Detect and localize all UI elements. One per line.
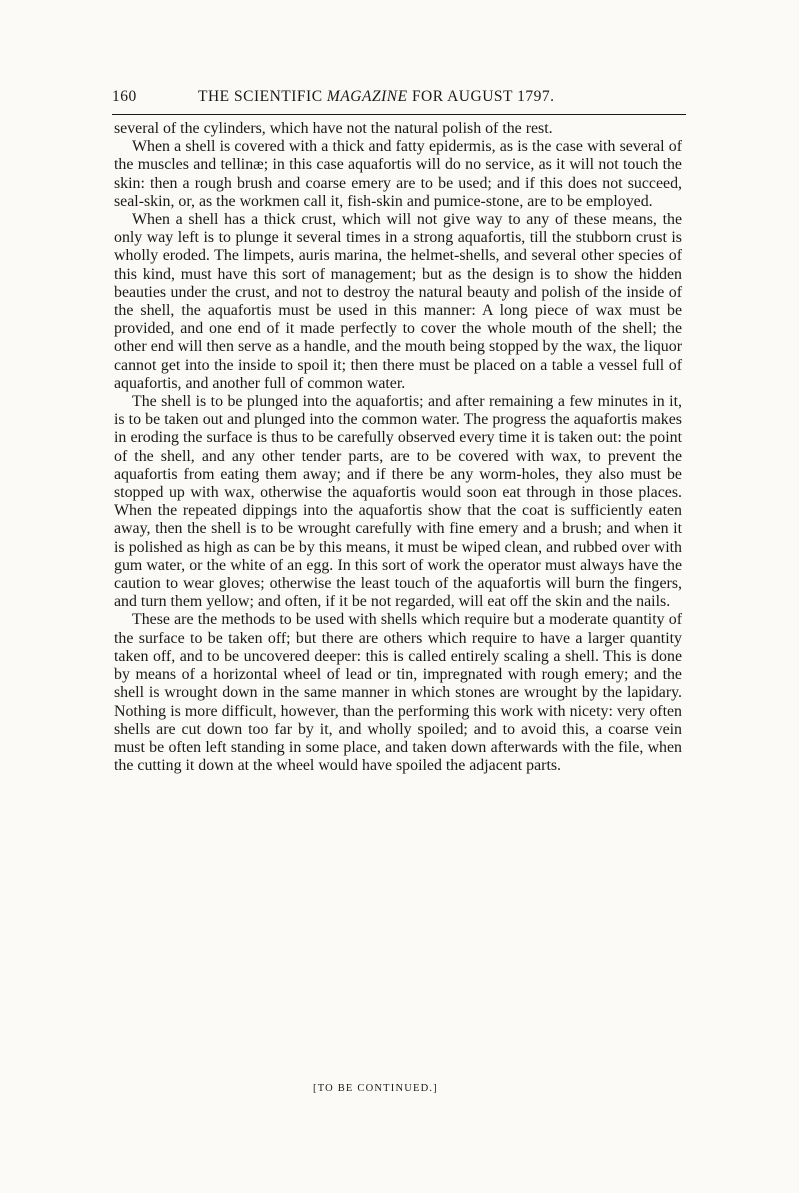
- running-title-part-1: THE SCIENTIFIC: [198, 88, 327, 105]
- paragraph-plunging: The shell is to be plunged into the aquafortis; and after remaining a few minutes in it, is to be taken out and plunged into the common water. The progress the aquafortis makes in eroding the surface is thus to be carefully observed every time it is taken out: the point of the shell, and any other tender parts, are to be covered with wax, to prevent the aquafortis from eating them away; and if there be any worm-holes, they also must be stopped up with wax, otherwise the aquafortis would soon eat through in those places. When the repeated dippings into the aquafortis show that the coat is sufficiently eaten away, then the shell is to be wrought carefully with fine emery and a brush; and when it is polished as high as can be by this means, it must be wiped clean, and rubbed over with gum water, or the white of an egg. In this sort of work the operator must always have the caution to wear gloves; otherwise the least touch of the aquafortis will burn the fingers, and turn them yellow; and often, if it be not regarded, will eat off the skin and the nails.: [114, 393, 682, 611]
- article-body: [114, 120, 682, 775]
- running-header: [112, 86, 686, 110]
- page-number: 160: [112, 88, 137, 105]
- running-title: [198, 88, 554, 106]
- running-title-part-2: FOR AUGUST 1797.: [407, 88, 555, 105]
- paragraph-scaling: These are the methods to be used with shells which require but a moderate quantity of the surface to be taken off; but there are others which require to have a larger quantity taken off, and to be uncovered deeper: this is called entirely scaling a shell. This is done by means of a horizontal wheel of lead or tin, impregnated with rough emery; and the shell is wrought down in the same manner in which stones are wrought by the lapidary. Nothing is more difficult, however, than the performing this work with nicety: very often shells are cut down too far by it, and wholly spoiled; and to avoid this, a coarse vein must be often left standing in some place, and taken down afterwards with the file, when the cutting it down at the wheel would have spoiled the adjacent parts.: [114, 611, 682, 775]
- to-be-continued: [TO BE CONTINUED.]: [313, 1083, 438, 1094]
- header-rule: [112, 114, 686, 115]
- running-title-italic: MAGAZINE: [326, 88, 408, 105]
- paragraph-epidermis: When a shell is covered with a thick and fatty epidermis, as is the case with several of the muscles and tellinæ; in this case aquafortis will do no service, as it will not touch the skin: then a rough brush and coarse emery are to be used; and if this does not succeed, seal-skin, or, as the workmen call it, fish-skin and pumice-stone, are to be employed.: [114, 138, 682, 210]
- paragraph-continuation: several of the cylinders, which have not the natural polish of the rest.: [114, 120, 553, 137]
- paragraph-thick-crust: When a shell has a thick crust, which will not give way to any of these means, the only way left is to plunge it several times in a strong aquafortis, till the stubborn crust is wholly eroded. The limpets, auris marina, the helmet-shells, and several other species of this kind, must have this sort of management; but as the design is to show the hidden beauties under the crust, and not to destroy the natural beauty and polish of the inside of the shell, the aquafortis must be used in this manner: A long piece of wax must be provided, and one end of it made perfectly to cover the whole mouth of the shell; the other end will then serve as a handle, and the mouth being stopped by the wax, the liquor cannot get into the inside to spoil it; then there must be placed on a table a vessel full of aquafortis, and another full of common water.: [114, 211, 682, 392]
